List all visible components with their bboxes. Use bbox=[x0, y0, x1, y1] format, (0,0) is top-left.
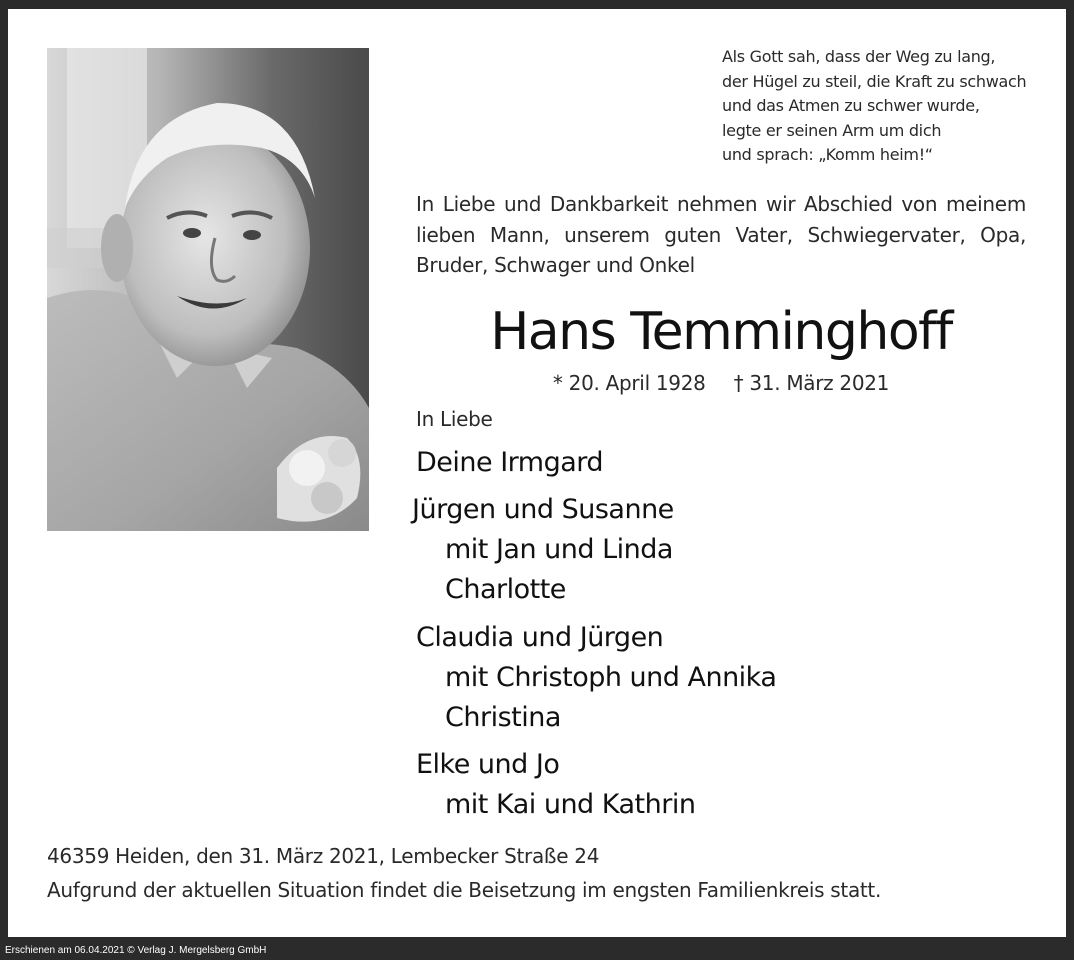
in-love-label: In Liebe bbox=[416, 407, 493, 431]
poem bbox=[722, 45, 1052, 168]
deceased-name: Hans Temminghoff bbox=[490, 302, 952, 362]
birth-date: * 20. April 1928 bbox=[552, 371, 706, 395]
family-member: Claudia und Jürgen bbox=[416, 622, 664, 653]
family-member: Charlotte bbox=[445, 574, 566, 605]
family-member: mit Kai und Kathrin bbox=[445, 789, 696, 820]
publication-credit: Erschienen am 06.04.2021 © Verlag J. Mergelsberg GmbH bbox=[5, 945, 267, 956]
poem-line: und das Atmen zu schwer wurde, bbox=[722, 96, 980, 115]
poem-line: Als Gott sah, dass der Weg zu lang, bbox=[722, 47, 996, 66]
poem-line: der Hügel zu steil, die Kraft zu schwach bbox=[722, 71, 1027, 91]
poem-line: und sprach: „Komm heim!“ bbox=[722, 145, 933, 164]
family-member: mit Jan und Linda bbox=[445, 534, 673, 565]
poem-line: legte er seinen Arm um dich bbox=[722, 120, 942, 140]
footer-address: 46359 Heiden, den 31. März 2021, Lembecker Straße 24 bbox=[47, 844, 600, 868]
obituary-notice bbox=[8, 9, 1066, 937]
family-member: Jürgen und Susanne bbox=[412, 494, 674, 525]
footer-note: Aufgrund der aktuellen Situation findet die Beisetzung im engsten Familienkreis statt. bbox=[47, 878, 882, 902]
intro-text: In Liebe und Dankbarkeit nehmen wir Abschied von meinem lieben Mann, unserem guten Vater, Schwiegervater, Opa, Bruder, Schwager und Onkel bbox=[416, 192, 1026, 277]
family-member: Elke und Jo bbox=[416, 749, 560, 780]
death-date: † 31. März 2021 bbox=[733, 371, 890, 395]
portrait-photo[interactable] bbox=[47, 48, 369, 531]
life-dates bbox=[416, 369, 1026, 397]
family-member: mit Christoph und Annika bbox=[445, 662, 777, 693]
portrait-image bbox=[47, 48, 369, 531]
family-member: Christina bbox=[445, 702, 561, 733]
footer bbox=[47, 839, 1037, 907]
family-member: Deine Irmgard bbox=[416, 447, 604, 478]
